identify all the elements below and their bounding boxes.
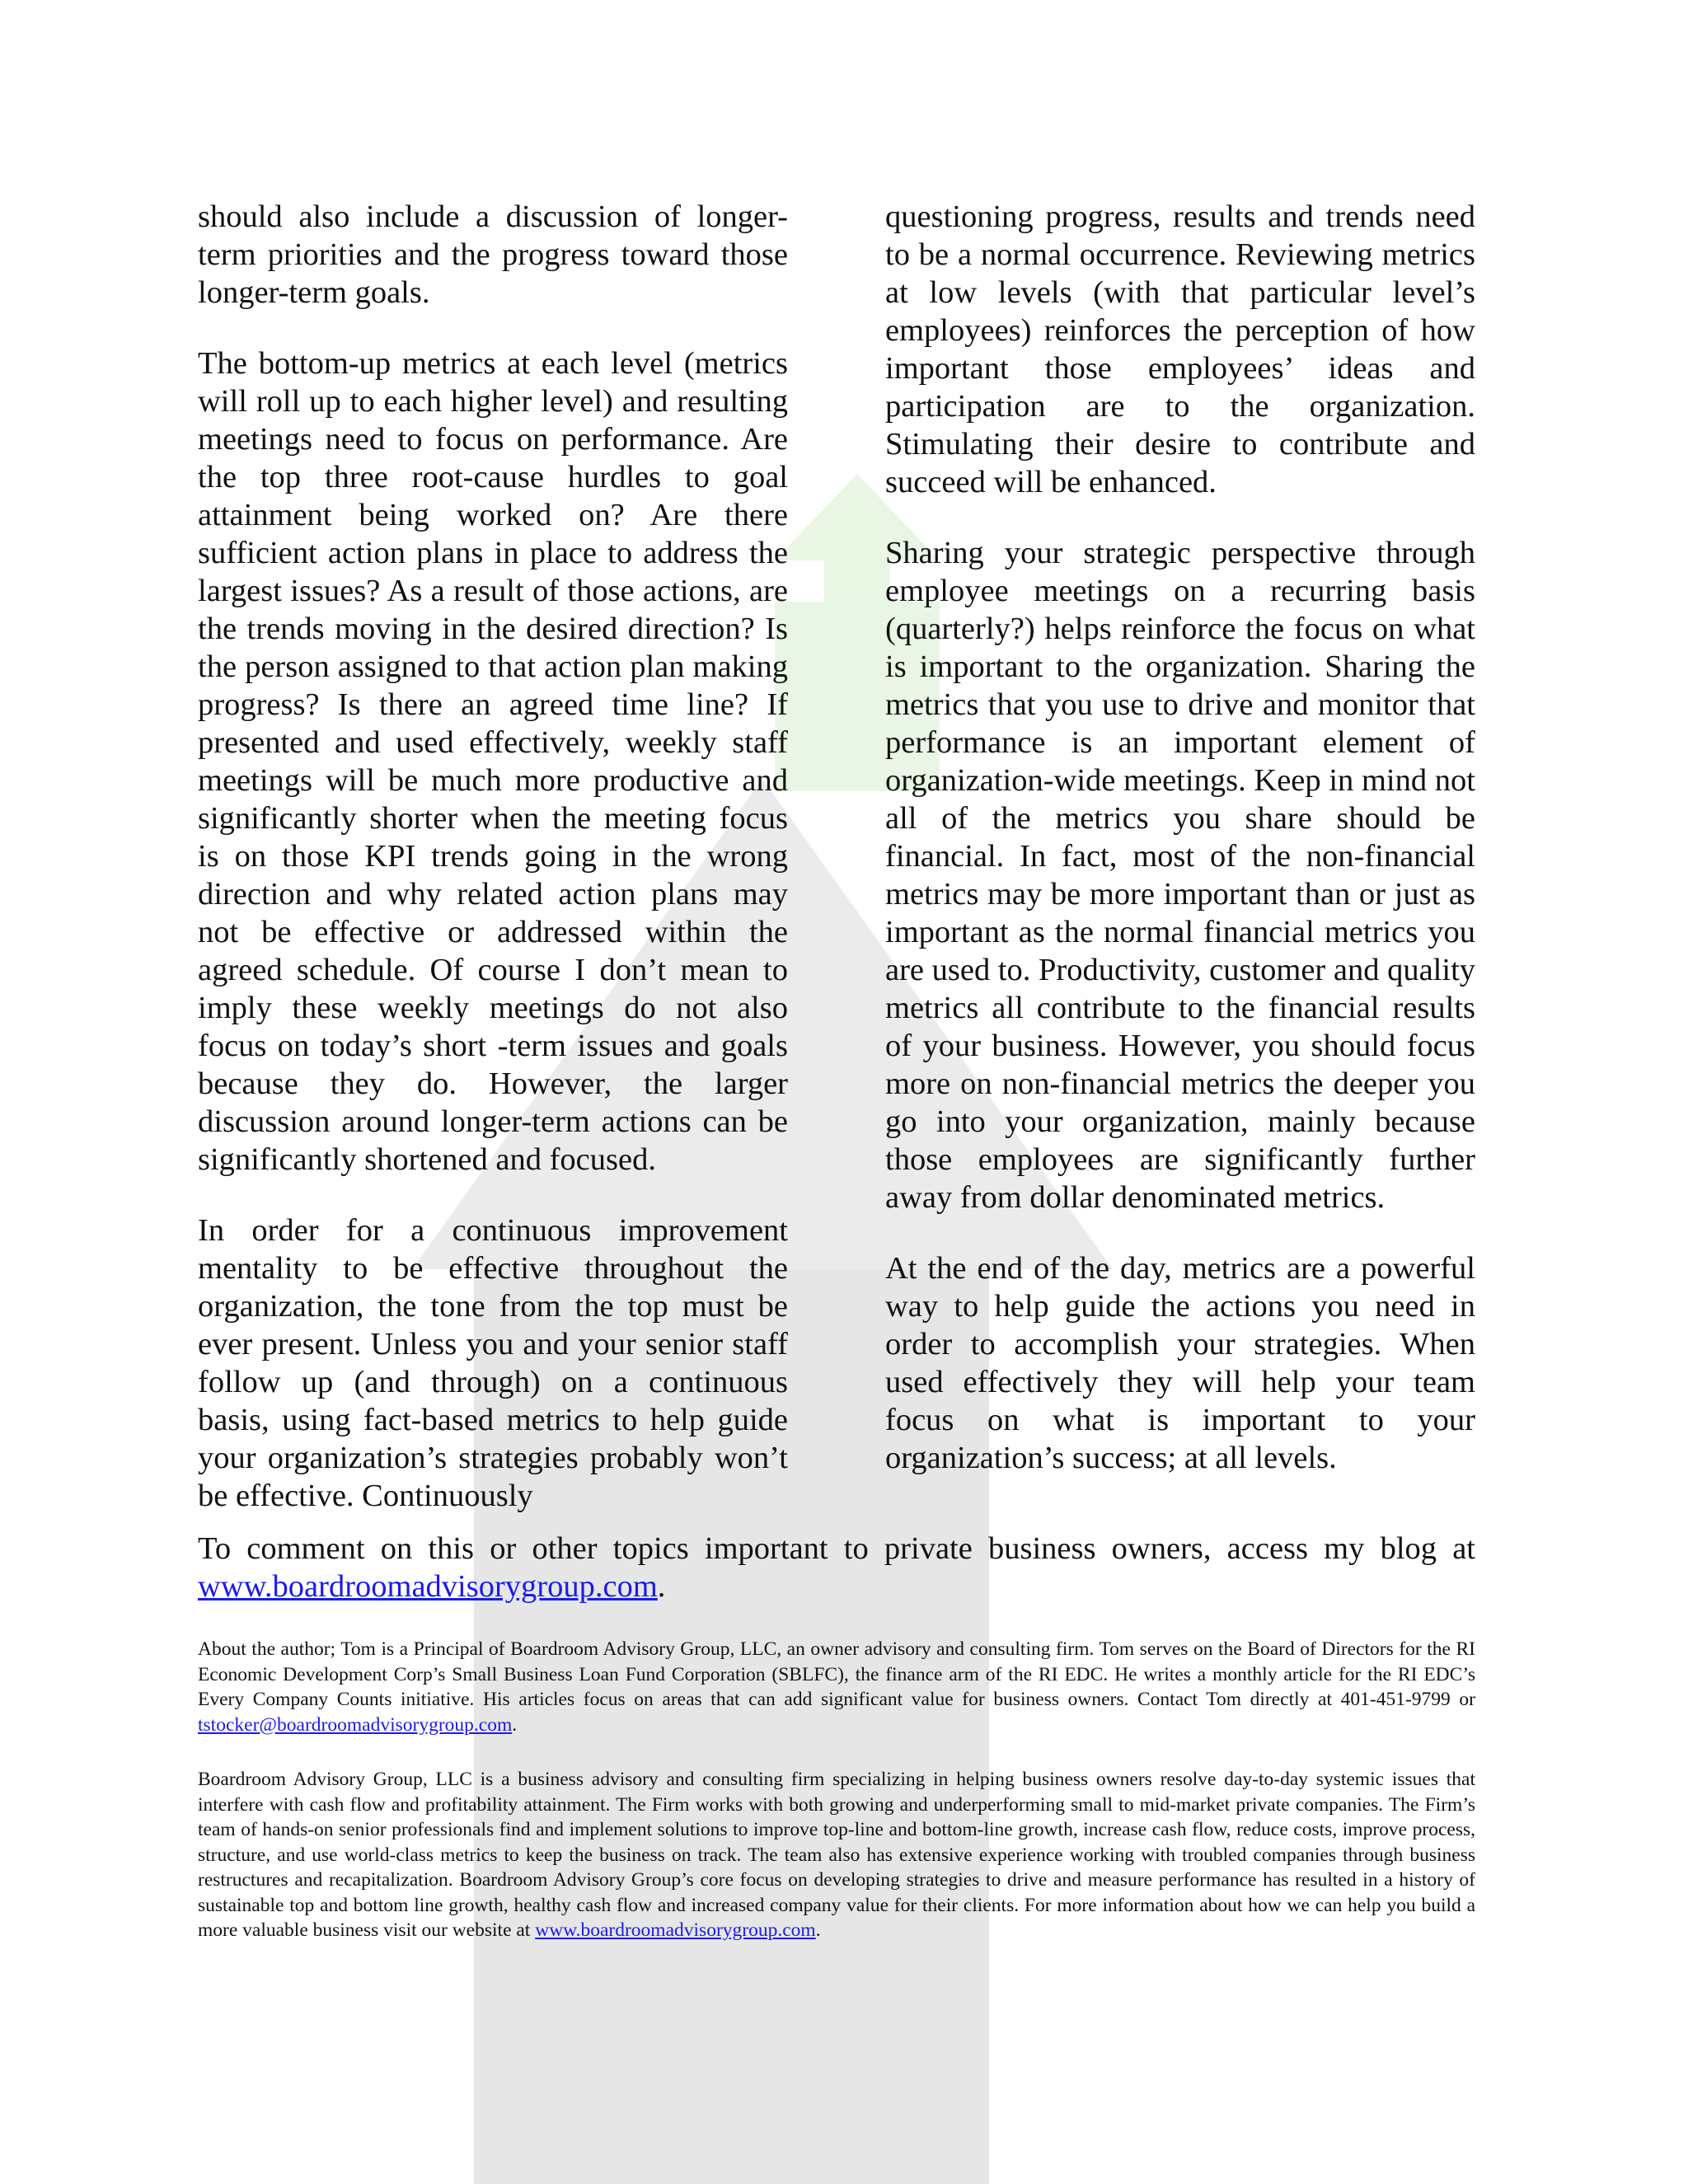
blog-link[interactable]: www.boardroomadvisorygroup.com	[198, 1569, 658, 1604]
document-page	[198, 198, 1475, 1973]
website-link[interactable]: www.boardroomadvisorygroup.com	[535, 1919, 816, 1941]
left-paragraph-1: should also include a discussion of longer-term priorities and the progress toward those longer-term goals.	[198, 199, 788, 310]
left-paragraph-2: The bottom-up metrics at each level (metrics will roll up to each higher level) and resulting meetings need to focus on performance. Are the top three root-cause hurdles to goal attainment being worked on? Are there sufficient action plans in place to address the largest issues? As a result of those actions, are the trends moving in the desired direction? Is the person assigned to that action plan making progress? Is there an agreed time line? If presented and used effectively, weekly staff meetings will be much more productive and significantly shorter when the meeting focus is on those KPI trends going in the wrong direction and why related action plans may not be effective or addressed within the agreed schedule. Of course I don’t mean to imply these weekly meetings do not also focus on today’s short -term issues and goals because they do. However, the larger discussion around longer-term actions can be significantly shortened and focused.	[198, 346, 788, 1177]
right-column	[885, 198, 1475, 1515]
left-column	[198, 198, 788, 1515]
firm-description	[198, 1767, 1475, 1943]
left-paragraph-3: In order for a continuous improvement mentality to be effective throughout the organization, the tone from the top must be ever present. Unless you and your senior staff follow up (and through) on a continuous basis, using fact-based metrics to help guide your organization’s strategies probably won’t be effective. Continuously	[198, 1213, 788, 1513]
about-end: .	[512, 1713, 518, 1736]
right-paragraph-2: Sharing your strategic perspective through employee meetings on a recurring basis (quarterly?) helps reinforce the focus on what is important to the organization. Sharing the metrics that you use to drive and monitor that performance is an important element of organization-wide meetings. Keep in mind not all of the metrics you share should be financial. In fact, most of the non-financial metrics may be more important than or just as important as the normal financial metrics you are used to. Productivity, customer and quality metrics all contribute to the financial results of your business. However, you should focus more on non-financial metrics the deeper you go into your organization, mainly because those employees are significantly further away from dollar denominated metrics.	[885, 536, 1476, 1215]
about-author	[198, 1637, 1475, 1737]
email-link[interactable]: tstocker@boardroomadvisorygroup.com	[198, 1713, 513, 1736]
firm-text: Boardroom Advisory Group, LLC is a business advisory and consulting firm specializing in helping business owners resolve day-to-day systemic issues that interfere with cash flow and profitability attainment. The Firm works with both growing and underperforming small to mid-market private companies. The Firm’s team of hands-on senior professionals find and implement solutions to improve top-line and bottom-line growth, increase cash flow, reduce costs, improve process, structure, and use world-class metrics to keep the business on track. The team also has extensive experience working with troubled companies through business restructures and recapitalization. Boardroom Advisory Group’s core focus on developing strategies to drive and measure performance has resulted in a history of sustainable top and bottom line growth, healthy cash flow and increased company value for their clients. For more information about how we can help you build a more valuable business visit our website at	[198, 1769, 1475, 1941]
comment-invitation	[198, 1530, 1475, 1605]
firm-end: .	[815, 1919, 821, 1941]
about-text: About the author; Tom is a Principal of Boardroom Advisory Group, LLC, an owner advisory and consulting firm. Tom serves on the Board of Directors for the RI Economic Development Corp’s Small Business Loan Fund Corporation (SBLFC), the finance arm of the RI EDC. He writes a monthly article for the RI EDC’s Every Company Counts initiative. His articles focus on areas that can add significant value for business owners. Contact Tom directly at 401-451-9799 or	[198, 1638, 1475, 1710]
two-column-body	[198, 198, 1475, 1515]
comment-end: .	[657, 1569, 666, 1604]
comment-text: To comment on this or other topics important to private business owners, access my blog at	[198, 1531, 1475, 1566]
right-paragraph-3: At the end of the day, metrics are a powerful way to help guide the actions you need in order to accomplish your strategies. When used effectively they will help your team focus on what is important to your organization’s success; at all levels.	[885, 1251, 1475, 1475]
right-paragraph-1: questioning progress, results and trends need to be a normal occurrence. Reviewing metrics at low levels (with that particular level’s employees) reinforces the perception of how important those employees’ ideas and participation are to the organization. Stimulating their desire to contribute and succeed will be enhanced.	[885, 199, 1475, 499]
